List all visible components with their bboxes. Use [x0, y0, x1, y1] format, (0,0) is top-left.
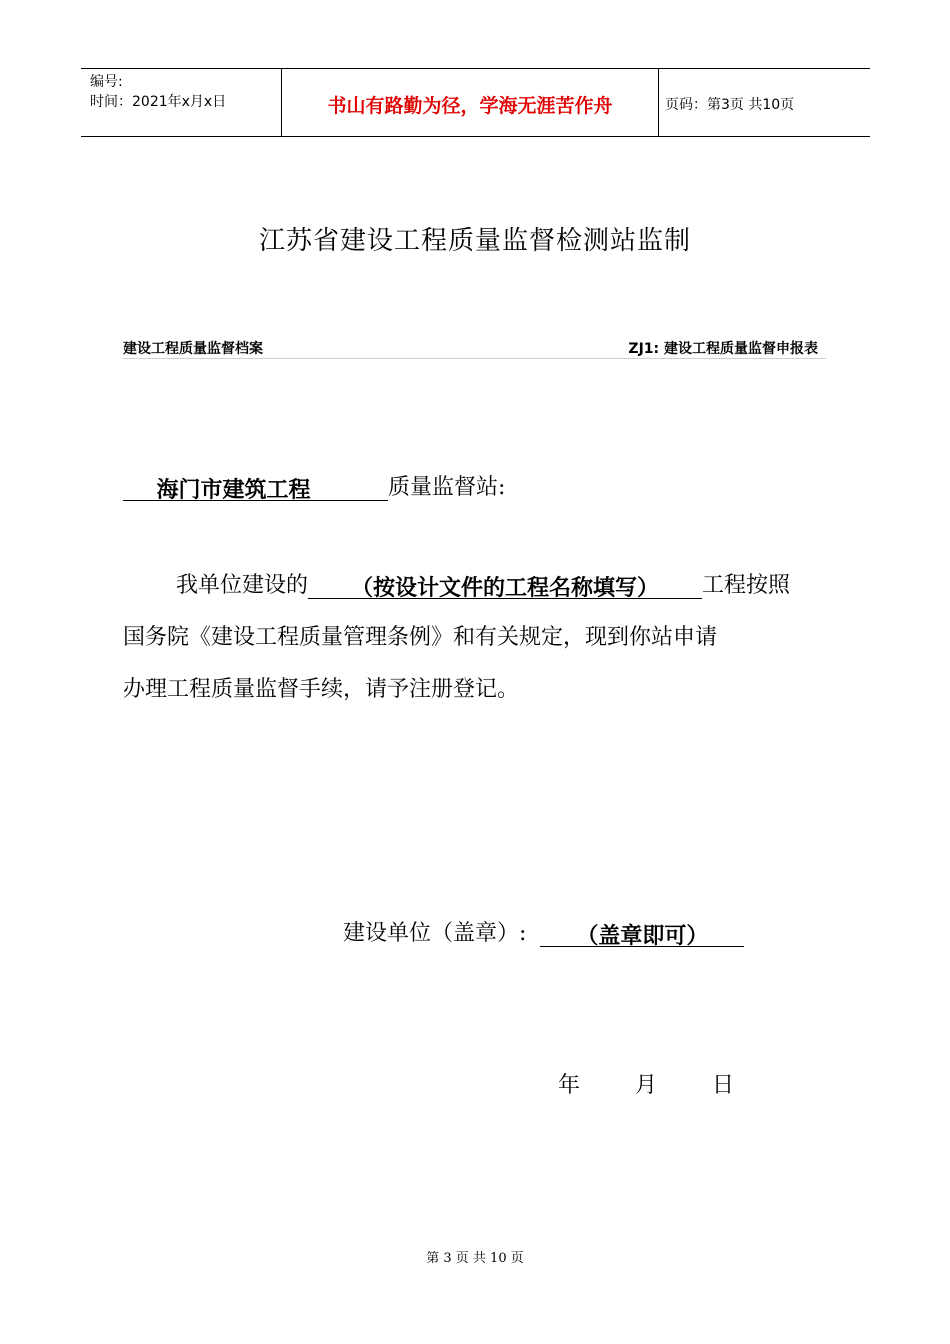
- page-label: 页码：第3页 共10页: [665, 97, 795, 113]
- date-year: 年: [558, 1073, 581, 1098]
- recipient-line: [123, 470, 505, 501]
- header-meta-cell: [81, 69, 282, 136]
- signature-fill: （盖章即可）: [576, 923, 709, 949]
- para-prefix: 我单位建设的: [176, 573, 309, 598]
- recipient-fill: 海门市建筑工程: [156, 477, 311, 503]
- recipient-blank: [123, 473, 388, 502]
- time-label: 时间：2021年x月x日: [90, 94, 227, 110]
- document-title: 江苏省建设工程质量监督检测站监制: [258, 226, 691, 256]
- date-month: 月: [635, 1073, 658, 1098]
- form-code-label: ZJ1: 建设工程质量监督申报表: [628, 341, 818, 357]
- sub-header: [123, 336, 826, 359]
- header-motto-cell: [282, 69, 659, 136]
- number-label: 编号:: [90, 74, 123, 90]
- header-table: [81, 68, 870, 137]
- recipient-suffix: 质量监督站:: [388, 475, 506, 500]
- archive-label: 建设工程质量监督档案: [123, 341, 263, 357]
- para-after-fill: 工程按照: [702, 573, 791, 598]
- date-day: 日: [712, 1073, 735, 1098]
- paragraph-line-3: 办理工程质量监督手续，请予注册登记。: [123, 677, 520, 702]
- signature-line: [343, 916, 744, 947]
- project-name-blank: [308, 571, 702, 600]
- header-page-cell: [659, 69, 870, 136]
- page-footer: 第 3 页 共 10 页: [426, 1251, 524, 1266]
- paragraph-line-2: 国务院《建设工程质量管理条例》和有关规定，现到你站申请: [123, 625, 718, 650]
- paragraph-line-1: [176, 568, 790, 599]
- signature-blank: [540, 919, 744, 948]
- signature-label: 建设单位（盖章）:: [343, 921, 527, 946]
- project-name-fill: （按设计文件的工程名称填写）: [351, 575, 660, 601]
- motto: 书山有路勤为径，学海无涯苦作舟: [327, 95, 613, 117]
